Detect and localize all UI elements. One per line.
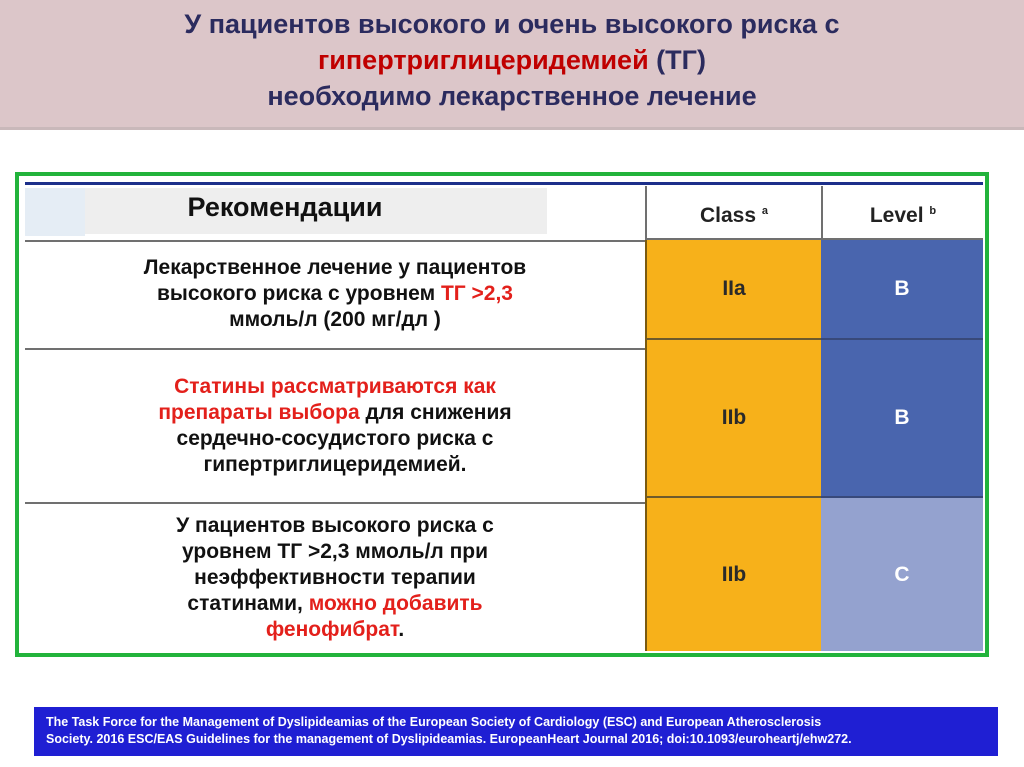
citation-footer [34, 707, 998, 756]
table-row-3-class: IIb [645, 498, 821, 651]
row-3-line-5-text: . [398, 617, 405, 641]
table-row-2-level: B [821, 340, 983, 498]
recommendations-frame [15, 172, 989, 657]
recommendations-header-label: Рекомендации [187, 192, 383, 222]
class-header [645, 186, 821, 240]
table-row-1-level: B [821, 240, 983, 340]
title-line-3: необходимо лекарственное лечение [267, 81, 757, 111]
row-3-line-2: уровнем ТГ >2,3 ммоль/л при [181, 539, 489, 563]
table-row-1-recommendation [25, 240, 645, 350]
header-divider [0, 127, 1024, 130]
row-2-line-1: Статины рассматриваются как [174, 375, 496, 398]
title-line-2 [0, 42, 1024, 78]
row-3-line-4-text: статинами, [187, 591, 309, 615]
row-2-line-3: сердечно-сосудистого риска с [176, 427, 494, 450]
table-row-3-level: C [821, 498, 983, 651]
row-3-line-4 [176, 591, 494, 617]
class-header-sup: a [761, 205, 768, 217]
table-top-rule [25, 182, 983, 185]
table-row-2-recommendation [25, 350, 645, 504]
recommendations-header [25, 186, 645, 242]
row-3-line-5 [176, 617, 494, 643]
row-1-line-2 [144, 281, 526, 307]
title-line-1: У пациентов высокого и очень высокого риска с [184, 9, 840, 39]
row-3-line-3: неэффективности терапии [194, 565, 476, 589]
level-header-sup: b [929, 205, 937, 217]
row-1-line-3: ммоль/л (200 мг/дл ) [229, 308, 441, 331]
row-2-line-4: гипертриглицеридемией. [203, 453, 467, 476]
row-3-line-5-red: фенофибрат [265, 617, 399, 641]
row-3-line-4-red: можно добавить [308, 591, 483, 615]
slide-title [0, 0, 1024, 127]
row-1-line-2-text: высокого риска с уровнем [157, 282, 441, 305]
level-header [821, 186, 983, 240]
row-1-line-1: Лекарственное лечение у пациентов [143, 256, 527, 279]
row-2-line-2-red: препараты выбора [158, 401, 360, 424]
row-2-line-2 [158, 400, 511, 426]
citation-line-1: The Task Force for the Management of Dyslipideamias of the European Society of Cardiology (ESC) and European Atherosclerosis [46, 715, 822, 729]
level-header-label: Level [869, 204, 924, 227]
title-highlight: гипертриглицеридемией [318, 45, 649, 75]
table-row-1-class: IIa [645, 240, 821, 340]
table-row-2-class: IIb [645, 340, 821, 498]
row-3-line-1: У пациентов высокого риска с [176, 513, 494, 537]
title-line-2-rest: (ТГ) [648, 45, 706, 75]
citation-line-2: Society. 2016 ESC/EAS Guidelines for the management of Dyslipideamias. EuropeanHeart Journal 2016; doi:10.1093/euroheartj/ehw272. [46, 732, 852, 746]
table-row-3-recommendation [25, 504, 645, 651]
row-2-line-2-text: для снижения [359, 401, 512, 424]
recommendations-table [25, 182, 983, 651]
class-header-label: Class [699, 204, 757, 227]
row-1-line-2-red: ТГ >2,3 [440, 282, 513, 305]
